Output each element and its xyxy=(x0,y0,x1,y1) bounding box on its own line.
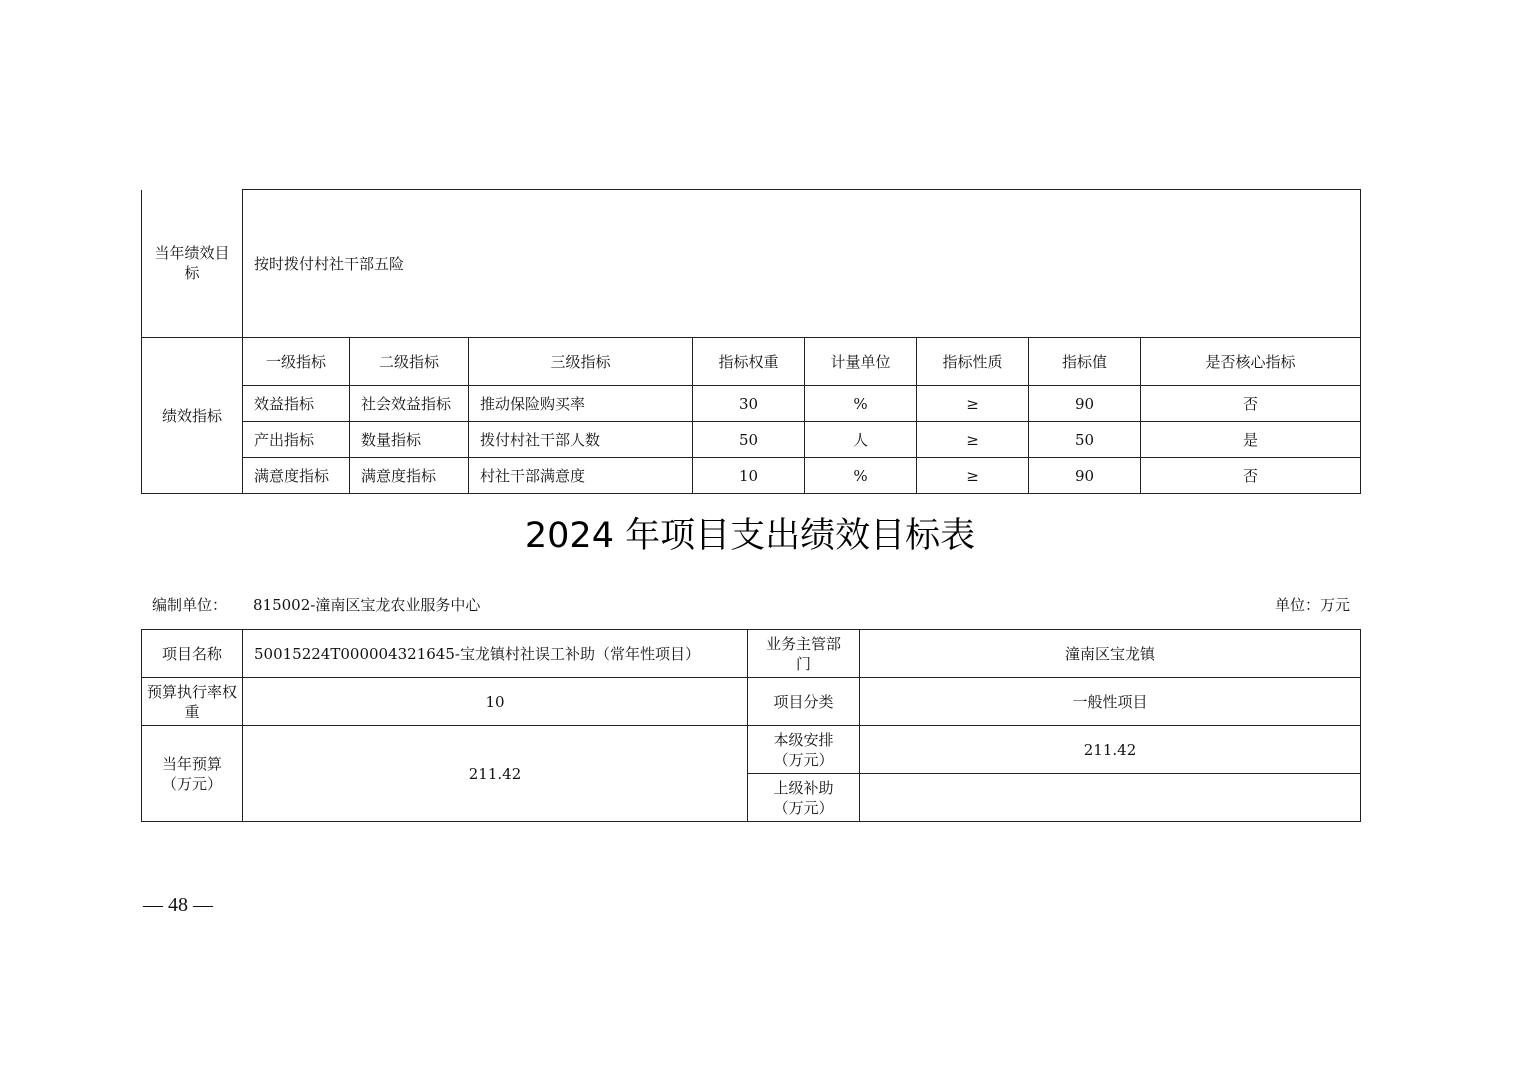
cell-level2: 数量指标 xyxy=(350,422,469,458)
table-row xyxy=(142,458,1361,494)
cell-weight: 30 xyxy=(693,386,805,422)
header-weight: 指标权重 xyxy=(693,338,805,386)
cell-weight: 10 xyxy=(693,458,805,494)
cell-nature: ≥ xyxy=(917,386,1029,422)
page-title: 2024 年项目支出绩效目标表 xyxy=(524,516,976,556)
table-row xyxy=(142,422,1361,458)
unit-label: 单位：万元 xyxy=(1274,596,1350,614)
annual-goal-label: 当年绩效目标 xyxy=(142,190,243,338)
cell-level1: 满意度指标 xyxy=(243,458,350,494)
project-name-value: 50015224T000004321645-宝龙镇村社误工补助（常年性项目） xyxy=(243,630,748,678)
budget-value: 211.42 xyxy=(243,726,748,822)
cell-nature: ≥ xyxy=(917,458,1029,494)
annual-goal-text: 按时拨付村社干部五险 xyxy=(243,190,1361,338)
dept-label: 业务主管部门 xyxy=(748,630,860,678)
header-nature: 指标性质 xyxy=(917,338,1029,386)
cell-value: 50 xyxy=(1029,422,1141,458)
cell-core: 是 xyxy=(1141,422,1361,458)
cell-level3: 拨付村社干部人数 xyxy=(469,422,693,458)
project-info-table xyxy=(141,629,1361,822)
cell-nature: ≥ xyxy=(917,422,1029,458)
cell-level2: 社会效益指标 xyxy=(350,386,469,422)
header-core: 是否核心指标 xyxy=(1141,338,1361,386)
header-level2: 二级指标 xyxy=(350,338,469,386)
budget-label: 当年预算（万元） xyxy=(142,726,243,822)
cell-value: 90 xyxy=(1029,386,1141,422)
exec-rate-value: 10 xyxy=(243,678,748,726)
category-value: 一般性项目 xyxy=(860,678,1361,726)
cell-level3: 推动保险购买率 xyxy=(469,386,693,422)
cell-core: 否 xyxy=(1141,458,1361,494)
project-name-label: 项目名称 xyxy=(142,630,243,678)
org-label: 编制单位： xyxy=(152,596,228,614)
performance-indicator-table xyxy=(141,189,1361,494)
page-number: — 48 — xyxy=(143,894,213,916)
cell-weight: 50 xyxy=(693,422,805,458)
org-value: 815002-潼南区宝龙农业服务中心 xyxy=(253,596,481,614)
header-level1: 一级指标 xyxy=(243,338,350,386)
local-value: 211.42 xyxy=(860,726,1361,774)
cell-unit: 人 xyxy=(805,422,917,458)
upper-value xyxy=(860,774,1361,822)
category-label: 项目分类 xyxy=(748,678,860,726)
header-unit: 计量单位 xyxy=(805,338,917,386)
org-line xyxy=(152,594,1350,616)
indicator-label: 绩效指标 xyxy=(142,338,243,494)
cell-level1: 效益指标 xyxy=(243,386,350,422)
cell-unit: % xyxy=(805,386,917,422)
cell-level3: 村社干部满意度 xyxy=(469,458,693,494)
cell-level1: 产出指标 xyxy=(243,422,350,458)
cell-value: 90 xyxy=(1029,458,1141,494)
cell-core: 否 xyxy=(1141,386,1361,422)
exec-rate-label: 预算执行率权重 xyxy=(142,678,243,726)
upper-label: 上级补助（万元） xyxy=(748,774,860,822)
header-value: 指标值 xyxy=(1029,338,1141,386)
cell-level2: 满意度指标 xyxy=(350,458,469,494)
cell-unit: % xyxy=(805,458,917,494)
table-row xyxy=(142,386,1361,422)
header-level3: 三级指标 xyxy=(469,338,693,386)
local-label: 本级安排（万元） xyxy=(748,726,860,774)
dept-value: 潼南区宝龙镇 xyxy=(860,630,1361,678)
